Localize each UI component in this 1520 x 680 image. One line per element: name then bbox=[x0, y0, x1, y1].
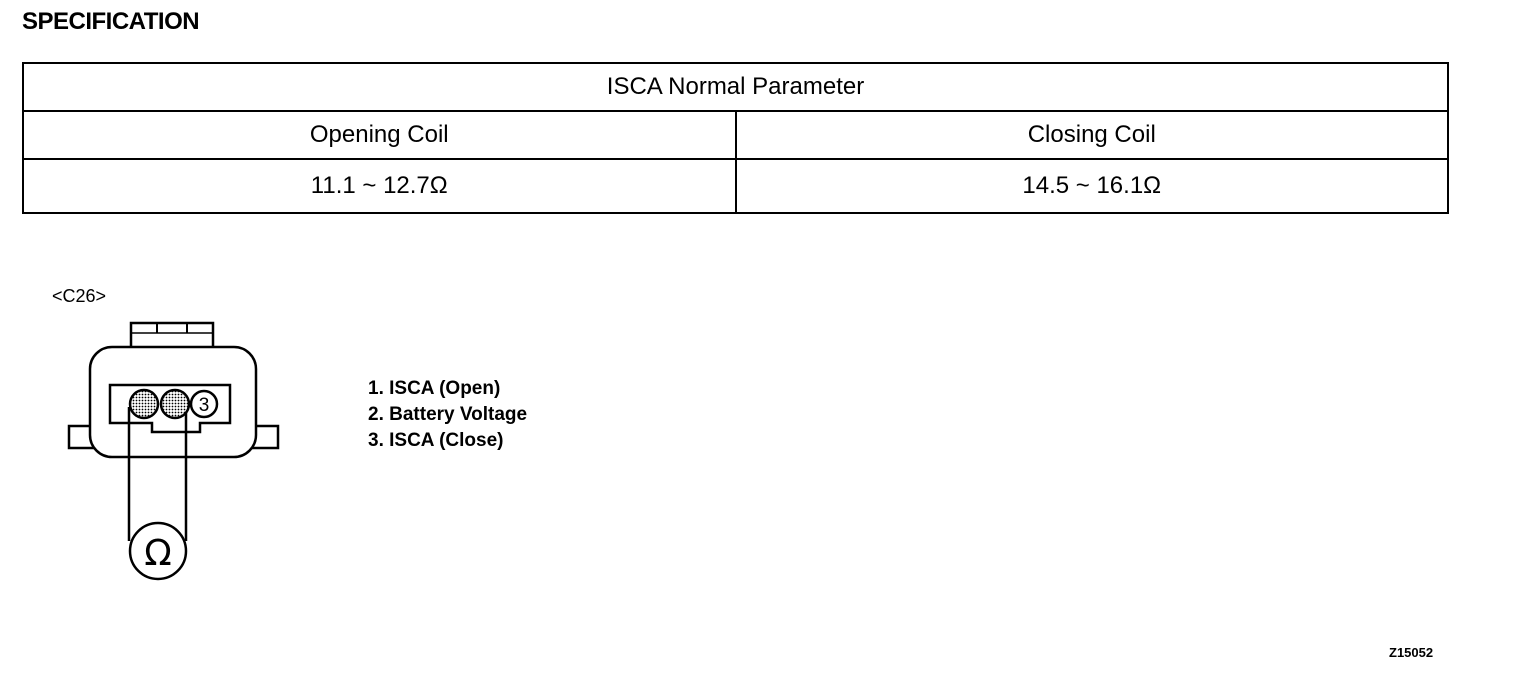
table-row bbox=[23, 159, 1448, 213]
connector-diagram bbox=[60, 315, 290, 585]
section-title: SPECIFICATION bbox=[22, 8, 200, 35]
connector-latch bbox=[131, 323, 213, 349]
pin-3-label: 3 bbox=[198, 395, 210, 416]
table-title-row bbox=[23, 63, 1448, 111]
ohm-symbol: Ω bbox=[144, 533, 172, 574]
closing-coil-value: 14.5 ~ 16.1Ω bbox=[736, 159, 1449, 213]
opening-coil-value: 11.1 ~ 12.7Ω bbox=[23, 159, 736, 213]
column-header-closing-coil: Closing Coil bbox=[736, 111, 1449, 159]
pin-legend bbox=[368, 376, 527, 454]
list-item: 2. Battery Voltage bbox=[368, 404, 528, 425]
table-title: ISCA Normal Parameter bbox=[23, 63, 1448, 111]
connector-label: <C26> bbox=[52, 286, 107, 306]
spec-table bbox=[22, 62, 1449, 214]
pin-2-icon bbox=[161, 390, 189, 418]
column-header-opening-coil: Opening Coil bbox=[23, 111, 736, 159]
list-item: 1. ISCA (Open) bbox=[368, 378, 501, 399]
list-item: 3. ISCA (Close) bbox=[368, 430, 504, 451]
table-header-row bbox=[23, 111, 1448, 159]
pin-1-icon bbox=[130, 390, 158, 418]
figure-id: Z15052 bbox=[1389, 645, 1434, 660]
